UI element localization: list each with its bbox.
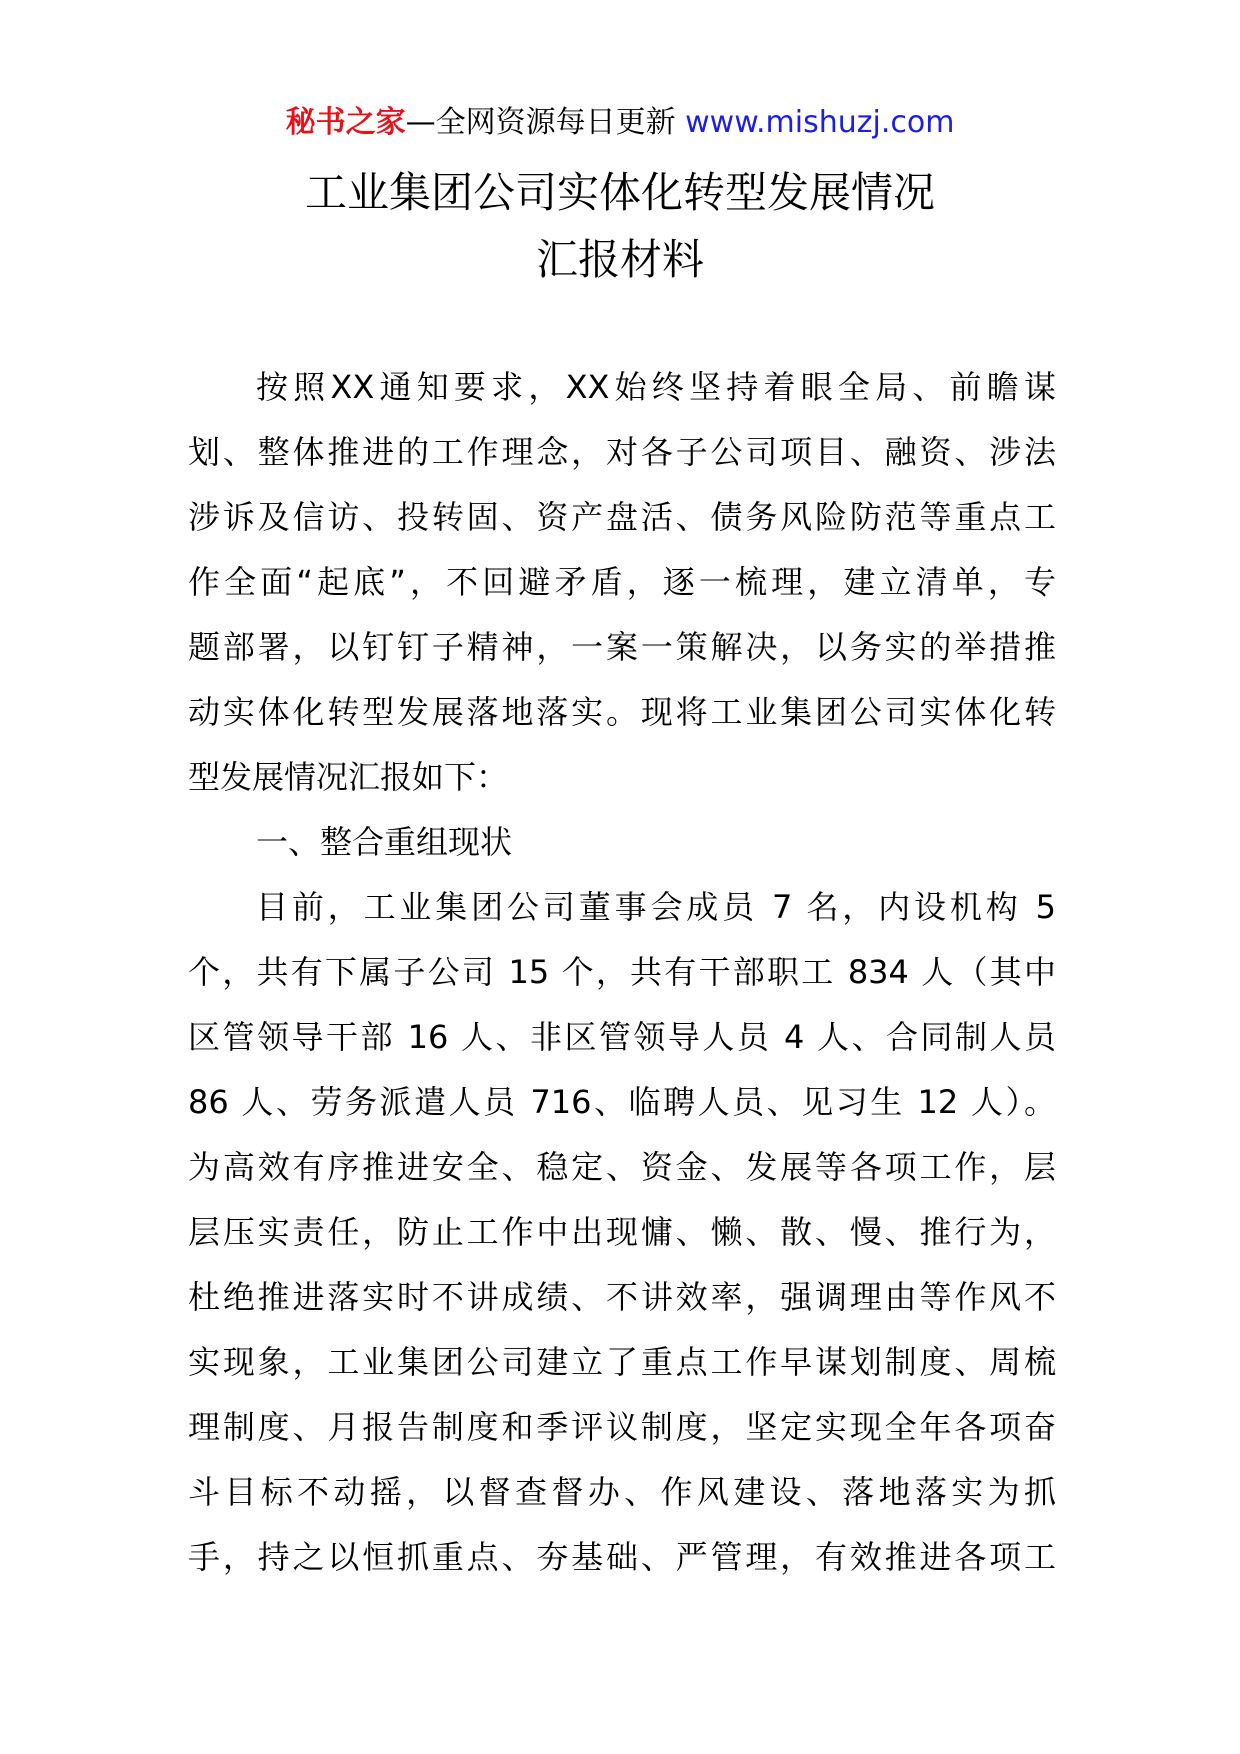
site-url-link[interactable]: www.mishuzj.com: [685, 105, 955, 140]
paragraph-2-line: 手，持之以恒抓重点、夯基础、严管理，有效推进各项工: [188, 1538, 1056, 1576]
paragraph-2-line: 个，共有下属子公司 15 个，共有干部职工 834 人（其中: [188, 953, 1056, 991]
paragraph-1-line: 划、整体推进的工作理念，对各子公司项目、融资、涉法: [188, 433, 1056, 471]
paragraph-1-line: 动实体化转型发展落地落实。现将工业集团公司实体化转: [188, 693, 1056, 731]
paragraph-2-line: 86 人、劳务派遣人员 716、临聘人员、见习生 12 人）。: [188, 1083, 1056, 1121]
document-body: [188, 355, 1056, 1590]
paragraph-1-line: 型发展情况汇报如下：: [188, 758, 509, 796]
paragraph-2-line: 区管领导干部 16 人、非区管领导人员 4 人、合同制人员: [188, 1018, 1056, 1056]
paragraph-1-line: 作全面“起底”，不回避矛盾，逐一梳理，建立清单，专: [188, 563, 1056, 601]
paragraph-2-line: 实现象，工业集团公司建立了重点工作早谋划制度、周梳: [188, 1343, 1056, 1381]
paragraph-2-line: 层压实责任，防止工作中出现慵、懒、散、慢、推行为，: [188, 1213, 1056, 1251]
paragraph-1-line: 题部署，以钉钉子精神，一案一策解决，以务实的举措推: [188, 628, 1056, 666]
paragraph-2-line: 斗目标不动摇，以督查督办、作风建设、落地落实为抓: [188, 1473, 1056, 1511]
paragraph-1-line: 涉诉及信访、投转固、资产盘活、债务风险防范等重点工: [188, 498, 1056, 536]
brand-name: 秘书之家: [285, 105, 406, 140]
section-heading: 一、整合重组现状: [256, 823, 513, 861]
paragraph-2-line: 目前，工业集团公司董事会成员 7 名，内设机构 5: [256, 888, 1056, 926]
site-slogan: —全网资源每日更新: [405, 105, 676, 140]
paragraph-2-line: 为高效有序推进安全、稳定、资金、发展等各项工作，层: [188, 1148, 1056, 1186]
paragraph-2-line: 理制度、月报告制度和季评议制度，坚定实现全年各项奋: [188, 1408, 1056, 1446]
paragraph-2-line: 杜绝推进落实时不讲成绩、不讲效率，强调理由等作风不: [188, 1278, 1056, 1316]
document-title-line-1: 工业集团公司实体化转型发展情况: [304, 168, 935, 217]
paragraph-1-line: 按照XX通知要求，XX始终坚持着眼全局、前瞻谋: [256, 368, 1056, 406]
site-header: [0, 103, 1240, 143]
document-title-line-2: 汇报材料: [535, 235, 704, 284]
